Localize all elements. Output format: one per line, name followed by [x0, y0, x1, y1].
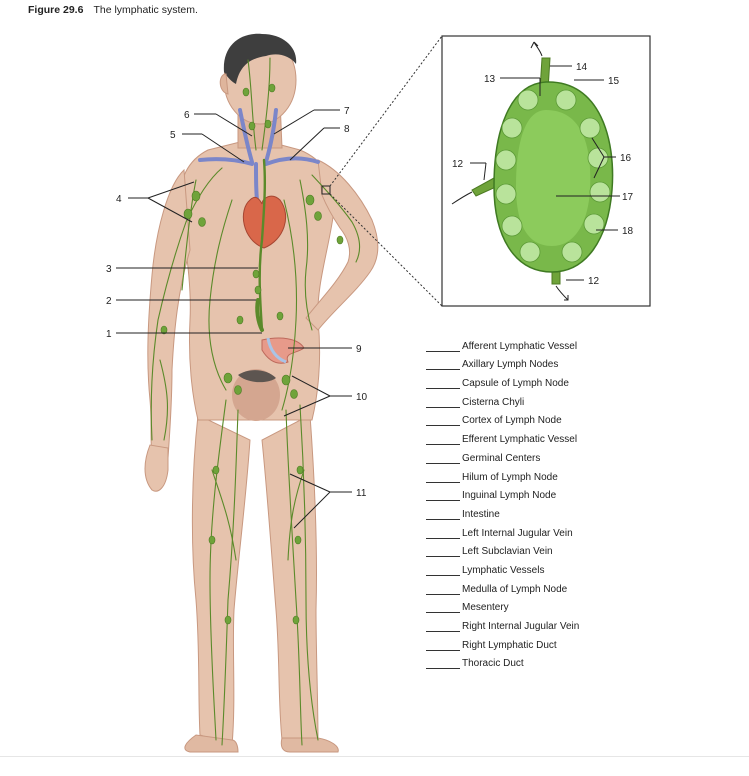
term-item — [426, 333, 579, 352]
figure-title: The lymphatic system. — [93, 4, 198, 16]
lymph-node — [249, 122, 255, 130]
term-label: Intestine — [462, 508, 500, 520]
callout-17: 17 — [622, 192, 634, 203]
lymph-node — [295, 536, 301, 544]
term-item — [426, 408, 579, 427]
lymph-node — [253, 270, 259, 278]
bottom-divider — [0, 756, 749, 757]
term-label: Cisterna Chyli — [462, 396, 525, 408]
term-item — [426, 539, 579, 558]
term-label: Lymphatic Vessels — [462, 564, 545, 576]
term-label: Medulla of Lymph Node — [462, 583, 568, 595]
term-item — [426, 464, 579, 483]
callout-8: 8 — [344, 124, 350, 135]
lymph-node — [237, 316, 243, 324]
callout-2: 2 — [106, 296, 112, 307]
body-right-leg — [262, 415, 318, 742]
answer-blank[interactable] — [426, 659, 460, 669]
term-label: Left Subclavian Vein — [462, 546, 553, 558]
answer-blank[interactable] — [426, 398, 460, 408]
term-item — [426, 520, 579, 539]
callout-11: 11 — [356, 488, 367, 499]
term-item — [426, 557, 579, 576]
term-label: Afferent Lymphatic Vessel — [462, 340, 578, 352]
callout-13: 13 — [484, 74, 496, 85]
lymph-node — [243, 88, 249, 96]
lymph-node — [213, 466, 219, 474]
inguinal-lymph-node — [235, 386, 242, 395]
node-medulla — [516, 110, 590, 246]
callout-3: 3 — [106, 264, 112, 275]
term-label: Right Lymphatic Duct — [462, 639, 557, 651]
lymph-node — [277, 312, 283, 320]
body-left-arm — [148, 170, 190, 458]
inguinal-lymph-node — [291, 390, 298, 399]
axillary-lymph-node — [315, 212, 322, 221]
callout-6: 6 — [184, 110, 190, 121]
term-item — [426, 426, 579, 445]
term-label: Axillary Lymph Nodes — [462, 359, 559, 371]
axillary-lymph-node — [306, 195, 314, 205]
answer-blank[interactable] — [426, 379, 460, 389]
answer-blank[interactable] — [426, 547, 460, 557]
term-label: Capsule of Lymph Node — [462, 378, 569, 390]
answer-blank[interactable] — [426, 454, 460, 464]
term-list — [426, 333, 579, 669]
answer-blank[interactable] — [426, 416, 460, 426]
term-item — [426, 389, 579, 408]
callout-5: 5 — [170, 130, 176, 141]
term-label: Inguinal Lymph Node — [462, 490, 557, 502]
callout-12-bottom: 12 — [588, 276, 600, 287]
callout-16: 16 — [620, 153, 632, 164]
term-item — [426, 632, 579, 651]
figure-number: Figure 29.6 — [28, 4, 84, 16]
lymph-node — [225, 616, 231, 624]
body-left-hand — [145, 445, 168, 491]
human-body-illustration — [145, 34, 378, 752]
term-item — [426, 651, 579, 670]
body-left-leg — [192, 415, 250, 745]
answer-blank[interactable] — [426, 603, 460, 613]
answer-blank[interactable] — [426, 622, 460, 632]
term-label: Mesentery — [462, 602, 509, 614]
callout-14: 14 — [576, 62, 588, 73]
axillary-lymph-node — [184, 209, 192, 219]
callout-7: 7 — [344, 106, 350, 117]
callout-1: 1 — [106, 329, 112, 340]
answer-blank[interactable] — [426, 435, 460, 445]
answer-blank[interactable] — [426, 585, 460, 595]
term-label: Germinal Centers — [462, 452, 541, 464]
body-right-foot — [281, 738, 338, 752]
term-label: Efferent Lymphatic Vessel — [462, 434, 578, 446]
answer-blank[interactable] — [426, 566, 460, 576]
term-item — [426, 595, 579, 614]
callout-4: 4 — [116, 194, 122, 205]
answer-blank[interactable] — [426, 529, 460, 539]
answer-blank[interactable] — [426, 491, 460, 501]
inguinal-lymph-node — [282, 375, 290, 385]
term-item — [426, 613, 579, 632]
callout-15: 15 — [608, 76, 620, 87]
answer-blank[interactable] — [426, 342, 460, 352]
axillary-lymph-node — [192, 191, 200, 201]
lymph-node — [209, 536, 215, 544]
term-item — [426, 445, 579, 464]
answer-blank[interactable] — [426, 360, 460, 370]
term-label: Hilum of Lymph Node — [462, 471, 558, 483]
term-item — [426, 370, 579, 389]
callout-9: 9 — [356, 344, 362, 355]
answer-blank[interactable] — [426, 510, 460, 520]
lymph-node — [337, 236, 343, 244]
axillary-lymph-node — [199, 218, 206, 227]
term-label: Right Internal Jugular Vein — [462, 621, 580, 632]
lymph-node — [269, 84, 275, 92]
callout-12-left: 12 — [452, 159, 464, 170]
lymph-node — [265, 120, 271, 128]
callout-10: 10 — [356, 392, 368, 403]
term-label: Cortex of Lymph Node — [462, 415, 562, 427]
lymph-node — [255, 286, 261, 294]
term-item — [426, 576, 579, 595]
lymph-node — [293, 616, 299, 624]
term-item — [426, 483, 579, 502]
term-item — [426, 501, 579, 520]
term-label: Thoracic Duct — [462, 658, 524, 670]
answer-blank[interactable] — [426, 473, 460, 483]
inguinal-lymph-node — [224, 373, 232, 383]
lymph-node — [297, 466, 303, 474]
callout-18: 18 — [622, 226, 634, 237]
answer-blank[interactable] — [426, 641, 460, 651]
term-item — [426, 352, 579, 371]
term-label: Left Internal Jugular Vein — [462, 527, 573, 539]
